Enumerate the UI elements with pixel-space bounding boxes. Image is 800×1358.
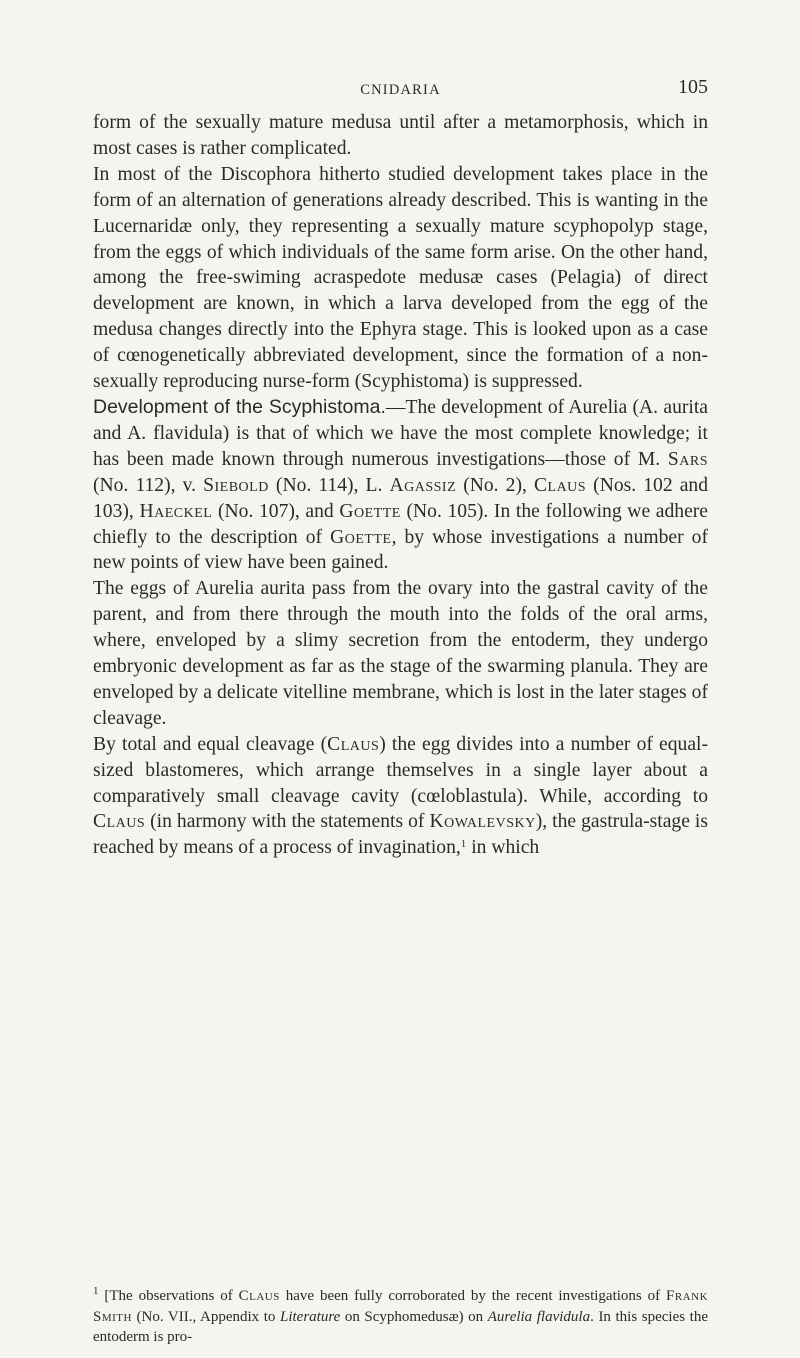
footnote-text-b: have been fully corroborated by the recent investigations of: [279, 1288, 666, 1304]
footnote-paragraph: [93, 1286, 708, 1348]
footnote-reference: 1: [460, 838, 467, 851]
paragraph-3-text-h: , by whose investigations a number of new points of view have been gained.: [93, 526, 708, 574]
paragraph-3-text-c: (No. 114), L.: [268, 474, 390, 496]
section-heading: Development of the Scyphistoma.: [93, 395, 386, 418]
author-claus: Claus: [533, 474, 587, 496]
author-claus-2: Claus: [327, 733, 380, 755]
author-agassiz: Agassiz: [389, 474, 457, 496]
footnote-literature: Literature: [279, 1308, 341, 1325]
footnote-text-c: (No. VII., Appendix to: [131, 1308, 280, 1325]
author-goette: Goette: [339, 500, 401, 522]
footnote-author-claus: Claus: [238, 1288, 280, 1304]
paragraph-3-text-f: (No. 107), and: [212, 500, 340, 522]
paragraph-5-text-c: (in harmony with the statements of: [145, 811, 430, 833]
body-text: [93, 110, 708, 861]
paragraph-3-text-g: (No. 105). In the following we adhere chiefly to the description of: [93, 500, 708, 548]
author-claus-3: Claus: [93, 811, 146, 833]
author-siebold: Siebold: [203, 474, 269, 496]
paragraph-2-text: In most of the Discophora hitherto studied development takes place in the form of an alternation of generations already described. This is wanting in the Lucernaridæ only, they representing a sexually mature scyphopolyp stage, from the eggs of which individuals of the same form arise. On the other hand, among the free-swiming acraspedote medusæ cases (Pelagia) of direct development are known, in which a larva developed from the egg of the medusa changes directly into the Ephyra stage. This is looked upon as a case of cœnogenetically abbreviated development, since the formation of a non-sexually reproducing nurse-form (Scyphistoma) is suppressed.: [93, 163, 708, 393]
paragraph-1: [93, 110, 708, 162]
footnote-species: Aurelia flavidula: [487, 1308, 591, 1325]
author-kowalevsky: Kowalevsky: [429, 811, 536, 833]
page-number: 105: [678, 76, 708, 98]
paragraph-1-text: form of the sexually mature medusa until after a metamorphosis, which in most cases is rather complicated.: [93, 112, 708, 159]
running-title: CNIDARIA: [360, 82, 441, 98]
paragraph-5: [93, 732, 708, 862]
footnote-author-frank-smith: Frank Smith: [93, 1288, 709, 1325]
footnote-marker: 1: [93, 1285, 99, 1297]
author-goette-2: Goette: [330, 526, 392, 548]
paragraph-5-text-e: in which: [466, 837, 540, 859]
paragraph-5-text-a: By total and equal cleavage (: [93, 733, 328, 755]
running-head: [93, 76, 708, 104]
paragraph-5-text-d: ), the gastrula-stage is reached by means of a process of invagination,: [93, 811, 708, 859]
paragraph-5-text-b: ) the egg divides into a number of equal-sized blastomeres, which arrange themselves in a single layer about a comparatively small cleavage cavity (cœloblastula). While, according to: [93, 733, 708, 807]
paragraph-3-text-d: (No. 2),: [456, 474, 534, 496]
footnote-text-d: on Scyphomedusæ) on: [340, 1308, 488, 1325]
paragraph-2: [93, 162, 708, 395]
footnote-text-e: . In this species the entoderm is pro-: [93, 1308, 708, 1345]
paragraph-3: [93, 395, 708, 576]
author-haeckel: Haeckel: [139, 500, 213, 522]
paragraph-3-text-a: —The development of Aurelia (A. aurita and A. flavidula) is that of which we have the most complete knowledge; it has been made known through numerous investigations—those of M.: [93, 396, 708, 470]
footnote-text-a: [The observations of: [98, 1288, 239, 1304]
paragraph-4: [93, 576, 708, 731]
paragraph-3-text-e: (Nos. 102 and 103),: [93, 474, 708, 522]
paragraph-4-text: The eggs of Aurelia aurita pass from the ovary into the gastral cavity of the parent, and from there through the mouth into the folds of the oral arms, where, enveloped by a slimy secretion from the entoderm, they undergo embryonic development as far as the stage of the swarming planula. They are enveloped by a delicate vitelline membrane, which is lost in the later stages of cleavage.: [93, 578, 708, 729]
author-sars: Sars: [667, 448, 708, 470]
paragraph-3-text-b: (No. 112), v.: [93, 474, 204, 496]
footnote: [93, 1286, 708, 1348]
